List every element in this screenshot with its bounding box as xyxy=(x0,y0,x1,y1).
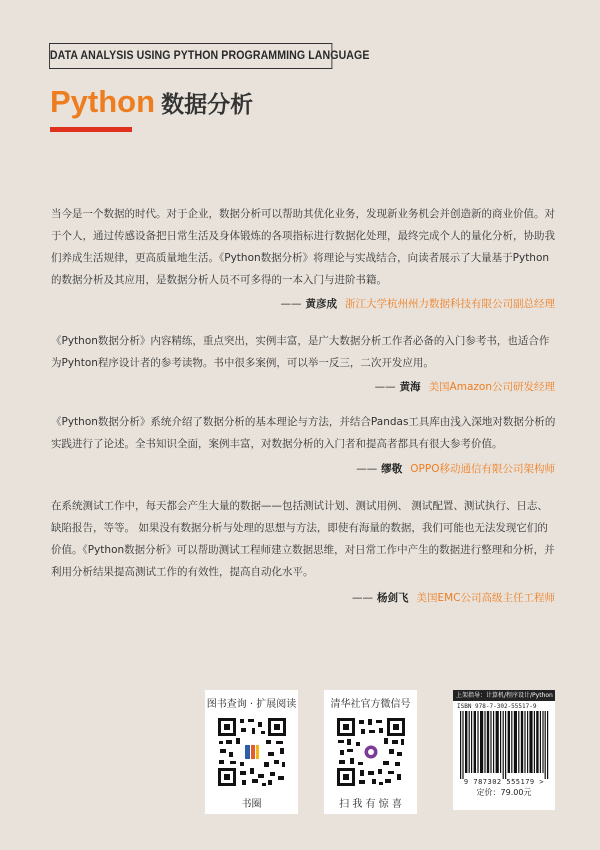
review-text-4: 在系统测试工作中，每天都会产生大量的数据——包括测试计划、测试用例、 测试配置、测试执行、日志、缺陷报告，等等。 如果没有数据分析与处理的思想与方法，即使有海量的数据，我们可能也无法发现它们的价值。《Python数据分析》可以帮助测试工程师建立数据思维，对日常工作中产生的数据进行整理和分析，并利用分析结果提高测试工作的有效性，提高自动化水平。 xyxy=(51,500,555,578)
title-chinese: 数据分析 xyxy=(161,92,254,118)
reviewer-role: 浙江大学杭州州力数据科技有限公司副总经理 xyxy=(345,298,555,310)
qr-code-icon[interactable] xyxy=(216,716,288,788)
review-signature-4: —— 杨剑飞 美国EMC公司高级主任工程师 xyxy=(351,592,555,604)
qr-card-book-circle xyxy=(205,690,298,814)
reviewer-name: 杨剑飞 xyxy=(376,592,409,604)
review-signature-1: —— 黄彦成 浙江大学杭州州力数据科技有限公司副总经理 xyxy=(280,298,555,310)
barcode-icon xyxy=(458,711,550,779)
review-signature-2: —— 黄海 美国Amazon公司研发经理 xyxy=(374,381,555,393)
qr-code-icon[interactable] xyxy=(335,716,407,788)
shelf-category: 上架指导：计算机/程序设计/Python xyxy=(453,690,555,701)
reviewer-role: OPPO移动通信有限公司架构师 xyxy=(410,463,555,475)
isbn-text: ISBN 978-7-302-55517-9 xyxy=(457,703,537,710)
review-text-1: 当今是一个数据的时代。对于企业，数据分析可以帮助其优化业务，发现新业务机会并创造新的商业价值。对于个人，通过传感设备把日常生活及身体锻炼的各项指标进行数据化处理，最终完成个人的量化分析，协助我们养成生活规律，更高质量地生活。《Python数据分析》将理论与实战结合，向读者展示了大量基于Python的数据分析及其应用，是数据分析人员不可多得的一本入门与进阶书籍。 xyxy=(51,208,555,286)
reviewer-role: 美国EMC公司高级主任工程师 xyxy=(416,592,555,604)
series-label: DATA ANALYSIS USING PYTHON PROGRAMMING LANGUAGE xyxy=(49,43,332,69)
reviewer-name: 黄海 xyxy=(399,381,421,393)
reviewer-name: 缪敬 xyxy=(381,463,403,475)
qr-bottom-label: 书圈 xyxy=(241,799,262,810)
title-latin: Python xyxy=(50,84,156,119)
reviewer-role: 美国Amazon公司研发经理 xyxy=(428,381,555,393)
review-signature-3: —— 缪敬 OPPO移动通信有限公司架构师 xyxy=(356,463,555,475)
review-text-3: 《Python数据分析》系统介绍了数据分析的基本理论与方法，并结合Pandas工具库由浅入深地对数据分析的实践进行了论述。全书知识全面，案例丰富，对数据分析的入门者和提高者都具有很大参考价值。 xyxy=(51,416,556,450)
qr-caption: 清华社官方微信号 xyxy=(330,699,411,710)
qr-card-wechat xyxy=(324,690,417,814)
review-text-2: 《Python数据分析》内容精练，重点突出，实例丰富，是广大数据分析工作者必备的入门参考书，也适合作为Pyhton程序设计者的参考读物。书中很多案例，可以举一反三，二次开发应用。 xyxy=(51,335,550,369)
book-title xyxy=(50,80,253,124)
qr-caption: 图书查询 · 扩展阅读 xyxy=(206,699,297,710)
qr-bottom-label: 扫 我 有 惊 喜 xyxy=(339,799,402,810)
price: 定价：79.00元 xyxy=(476,788,532,797)
barcode-card xyxy=(453,690,555,810)
title-underline xyxy=(50,127,132,132)
reviewer-name: 黄彦成 xyxy=(305,298,337,310)
barcode-digits: 9 787302 555179 > xyxy=(463,778,545,786)
